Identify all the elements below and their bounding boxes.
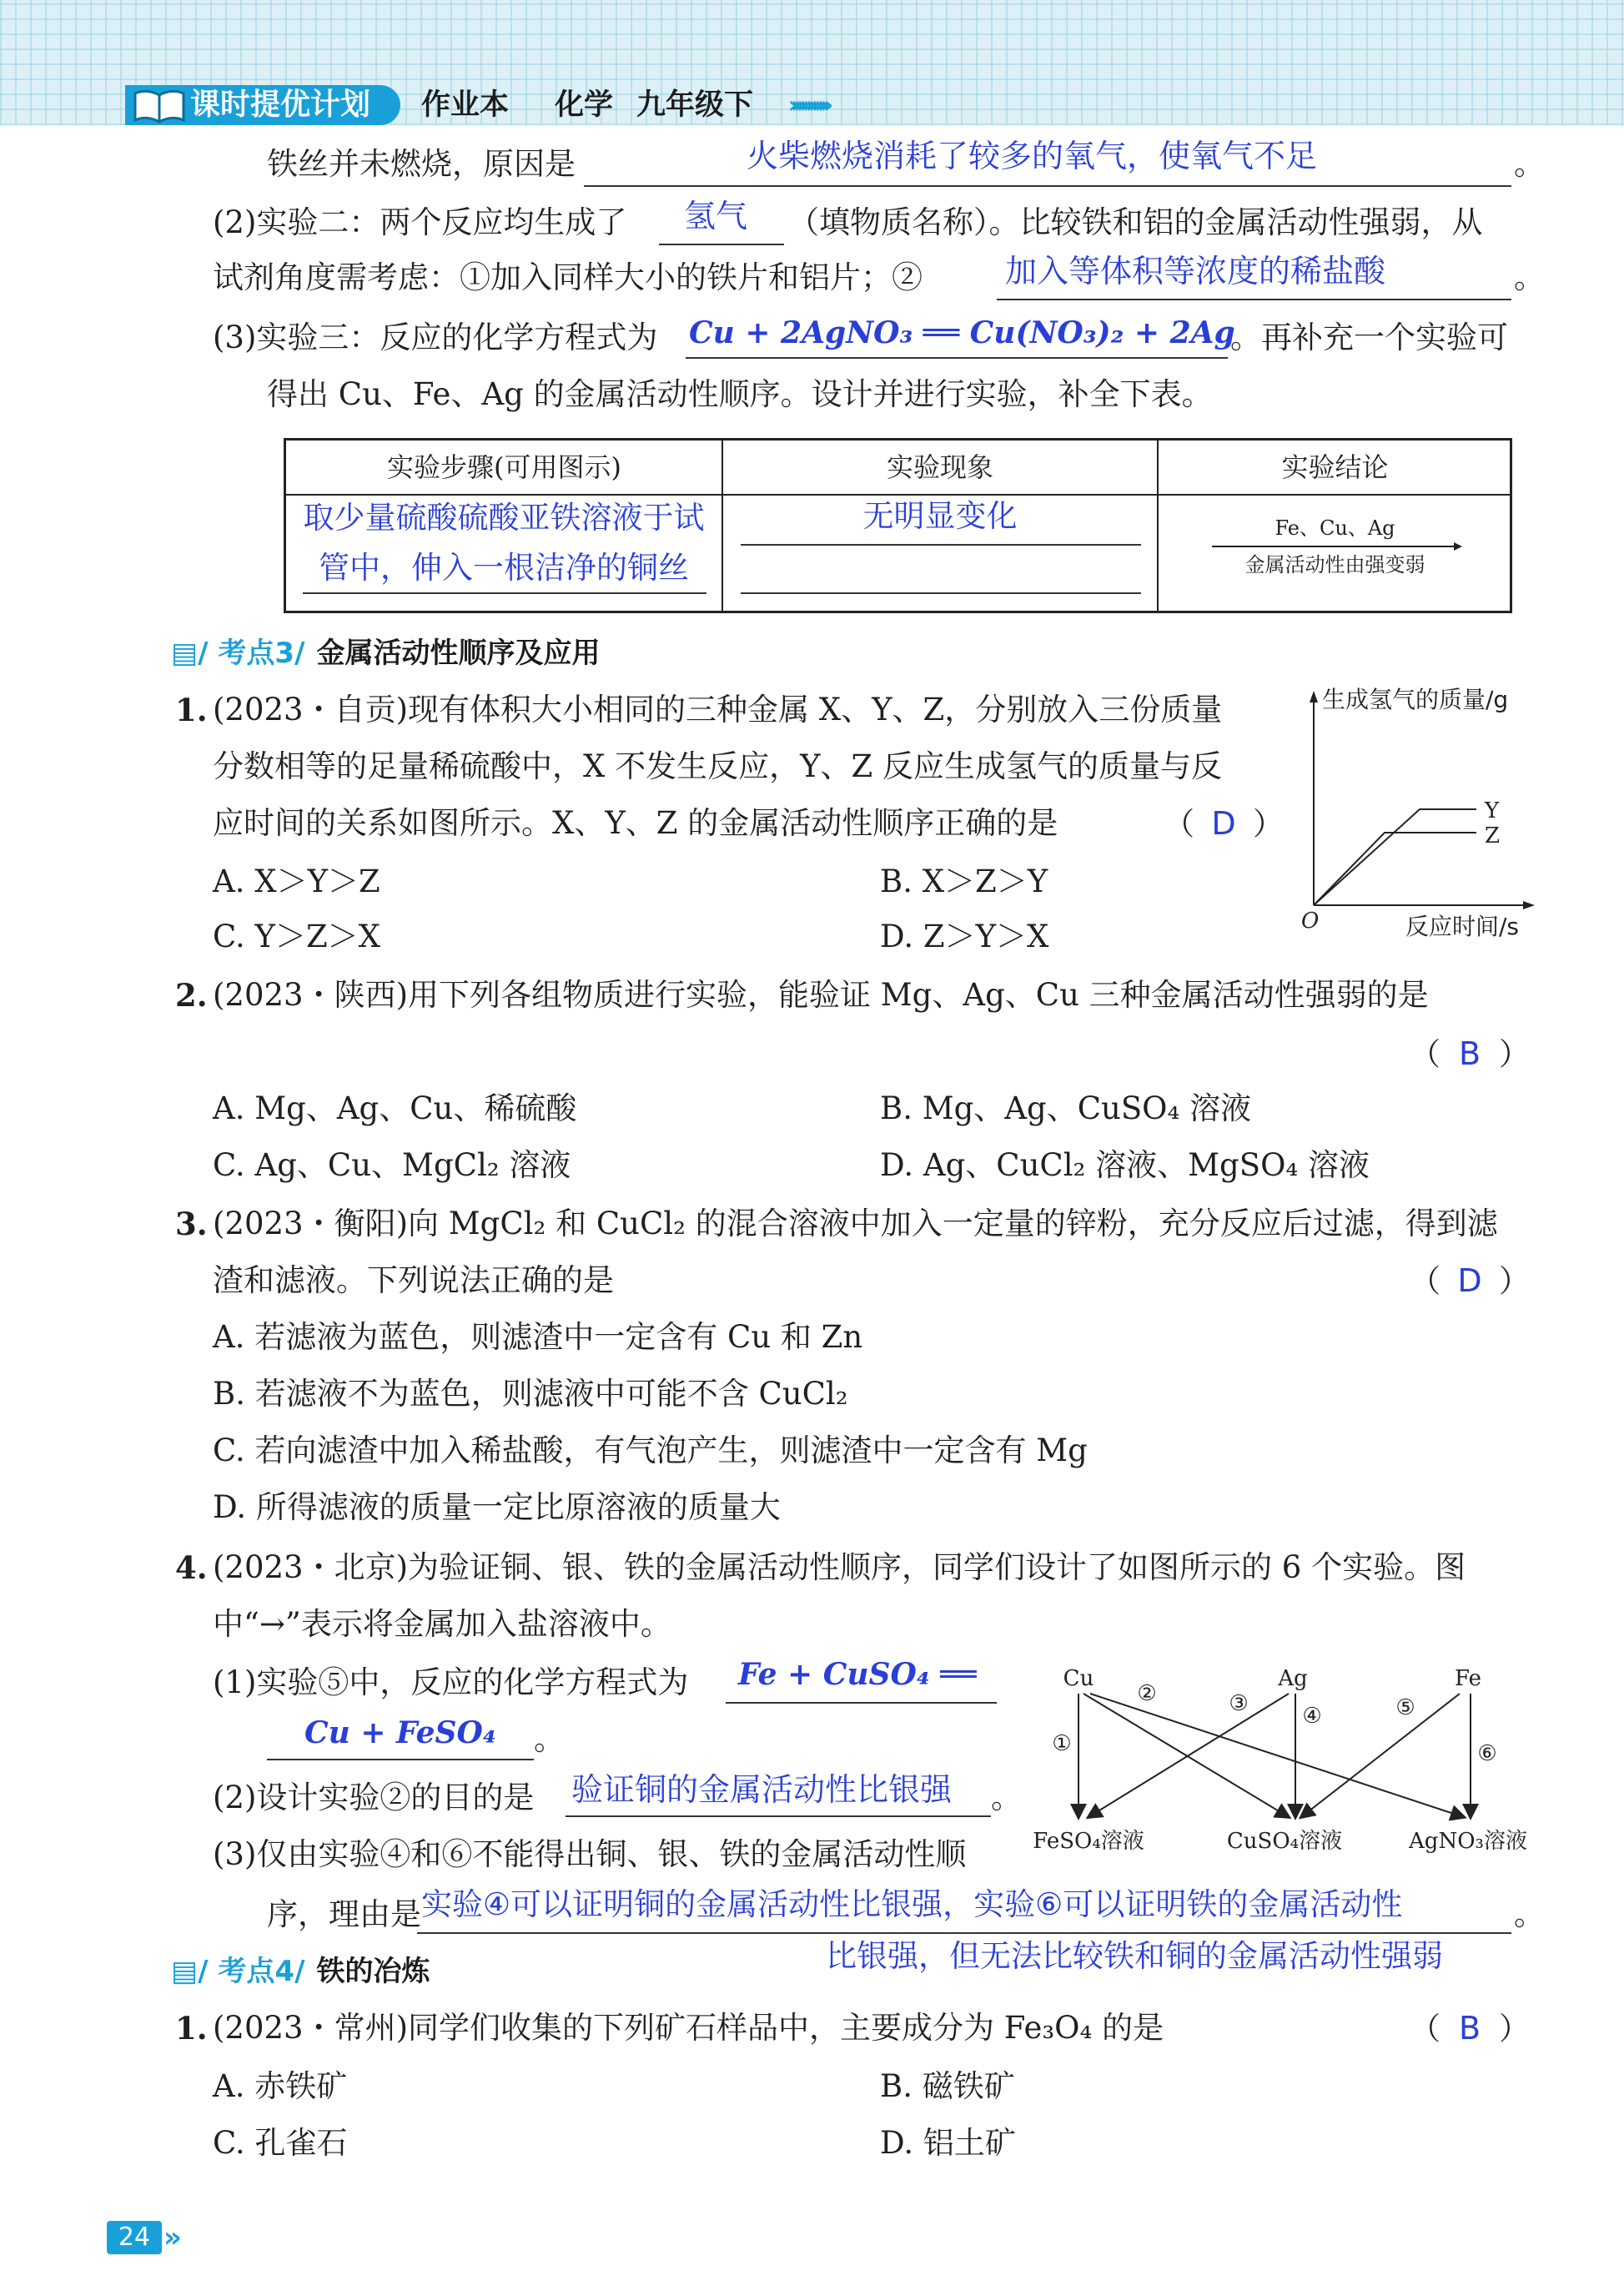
q2-option-d: D. Ag、CuCl₂ 溶液、MgSO₄ 溶液 [880,1147,1370,1183]
s4-q1-option-b: B. 磁铁矿 [880,2068,1015,2104]
s4-q1-option-a: A. 赤铁矿 [213,2068,348,2104]
subject: 化学 [555,88,614,122]
section-4-heading: ▤/ 考点4/ 铁的冶炼 [171,1955,430,1988]
label-1: ① [1052,1731,1072,1756]
curve-y [1314,809,1476,905]
curve-z-label: Z [1485,823,1501,848]
q2-answer-bracket: （ B ） [1410,1031,1530,1077]
period: 。 [1514,1896,1545,1932]
metal-cu: Cu [1063,1666,1094,1691]
answer-line [659,244,784,245]
q4-part1-text: (1)实验⑤中，反应的化学方程式为 [213,1664,689,1700]
q4-part1-answer-a: Fe + CuSO₄ ══ [738,1657,977,1692]
period: 。 [1514,146,1545,182]
exp3-equation: Cu + 2AgNO₃ ══ Cu(NO₃)₂ + 2Ag [689,315,1235,350]
table-header-phenomenon: 实验现象 [722,441,1158,496]
conclusion-order: 金属活动性由强变弱 [1244,553,1425,577]
period: 。 [991,1780,1022,1815]
graph-y-label: 生成氢气的质量/g [1322,686,1509,713]
q3-option-a: A. 若滤液为蓝色，则滤渣中一定含有 Cu 和 Zn [213,1319,863,1355]
exp1-text: 铁丝并未燃烧，原因是 [267,146,576,182]
table-phenomenon: 无明显变化 [862,498,1018,534]
curve-y-label: Y [1485,798,1500,823]
q2-option-b: B. Mg、Ag、CuSO₄ 溶液 [880,1090,1252,1126]
answer-line [997,299,1511,300]
label-3: ③ [1229,1691,1249,1716]
exp3-text-c: 得出 Cu、Fe、Ag 的金属活动性顺序。设计并进行实验，补全下表。 [267,376,1213,412]
q4-part2-text: (2)设计实验②的目的是 [213,1780,535,1815]
q3-option-b: B. 若滤液不为蓝色，则滤液中可能不含 CuCl₂ [213,1376,848,1412]
solution-feso4: FeSO₄溶液 [1033,1829,1144,1854]
label-6: ⑥ [1477,1741,1497,1766]
exp2-text-a: (2)实验二：两个反应均生成了 [213,204,627,240]
header-chevrons: ››››››››››››› [788,91,827,118]
page-chevron-icon: » [163,2221,182,2254]
q3-answer-bracket: （ D ） [1410,1258,1530,1304]
q4-part3-answer-1: 实验④可以证明铜的金属活动性比银强，实验⑥可以证明铁的金属活动性 [421,1886,1403,1922]
period: 。 [1514,259,1545,295]
experiment-table [284,438,1512,613]
q4-part2-answer: 验证铜的金属活动性比银强 [571,1771,953,1808]
q2-option-a: A. Mg、Ag、Cu、稀硫酸 [213,1090,577,1126]
exp3-text-b: 。再补充一个实验可 [1230,320,1508,355]
page-number: 24 [107,2221,162,2254]
q4-number: 4. [175,1549,208,1586]
period: 。 [534,1721,565,1757]
q2-line1: (2023・陕西)用下列各组物质进行实验，能验证 Mg、Ag、Cu 三种金属活动性强弱的是 [213,977,1429,1013]
exp1-answer: 火柴燃烧消耗了较多的氧气，使氧气不足 [747,138,1318,174]
answer-line [303,592,706,594]
conclusion-metals: Fe、Cu、Ag [1275,516,1395,540]
exp2-answer-2: 加入等体积等浓度的稀盐酸 [1005,253,1386,290]
exp2-text-c: 试剂角度需考虑：①加入同样大小的铁片和铝片；② [213,259,923,295]
label-5: ⑤ [1395,1695,1415,1720]
exp2-answer: 氢气 [684,198,748,234]
q1-line1: (2023・自贡)现有体积大小相同的三种金属 X、Y、Z，分别放入三份质量 [213,692,1223,728]
arrow-right-icon [1212,541,1462,552]
q4-part3-text: (3)仅由实验④和⑥不能得出铜、银、铁的金属活动性顺 [213,1836,967,1872]
q2-answer: B [1458,1035,1481,1072]
q4-part3-answer-2: 比银强，但无法比较铁和铜的金属活动性强弱 [826,1938,1443,1974]
q3-option-c: C. 若向滤渣中加入稀盐酸，有气泡产生，则滤渣中一定含有 Mg [213,1432,1088,1468]
answer-line [686,357,1228,359]
q2-number: 2. [175,977,208,1014]
metal-fe: Fe [1454,1666,1482,1691]
s4-q1-number: 1. [175,2010,208,2047]
graph-origin: O [1301,909,1320,934]
s4-q1-option-d: D. 铝土矿 [880,2125,1016,2161]
q1-option-b: B. X＞Z＞Y [880,864,1048,899]
brand-logo: 课时提优计划 [125,85,400,125]
metal-solution-diagram [1030,1660,1541,1860]
q4-part3-text2: 序，理由是 [267,1896,421,1932]
q3-number: 3. [175,1206,208,1242]
metal-ag: Ag [1278,1666,1308,1691]
table-header-conclusion: 实验结论 [1158,441,1512,496]
exp2-text-b: （填物质名称）。比较铁和铝的金属活动性强弱，从 [788,204,1483,240]
s4-q1-answer-bracket: （ B ） [1410,2006,1530,2052]
book-type: 作业本 [421,88,510,122]
s4-q1-line1: (2023・常州)同学们收集的下列矿石样品中，主要成分为 Fe₃O₄ 的是 [213,2010,1164,2046]
answer-line [726,1702,997,1704]
s4-q1-option-c: C. 孔雀石 [213,2125,348,2161]
exp3-text-a: (3)实验三：反应的化学方程式为 [213,320,658,355]
graph-x-label: 反应时间/s [1405,913,1520,940]
q4-line1: (2023・北京)为验证铜、银、铁的金属活动性顺序，同学们设计了如图所示的 6 个实验。图 [213,1549,1466,1585]
solution-agno3: AgNO₃溶液 [1409,1829,1527,1854]
open-book-icon [132,87,187,123]
solution-cuso4: CuSO₄溶液 [1226,1829,1343,1854]
q1-option-d: D. Z＞Y＞X [880,919,1049,954]
hydrogen-mass-graph [1276,684,1551,943]
q4-line2: 中“→”表示将金属加入盐溶液中。 [213,1606,671,1642]
answer-line [566,1815,991,1817]
q1-answer-bracket: （ D ） [1164,801,1284,847]
q1-option-c: C. Y＞Z＞X [213,919,380,954]
curve-z [1314,833,1476,905]
q1-number: 1. [175,692,208,728]
label-2: ② [1137,1681,1157,1706]
q1-answer: D [1211,805,1236,842]
answer-line [267,1759,534,1760]
label-4: ④ [1302,1704,1322,1729]
s4-q1-answer: B [1458,2010,1481,2047]
grade: 九年级下 [636,88,754,122]
q1-line3: 应时间的关系如图所示。X、Y、Z 的金属活动性顺序正确的是 [213,805,1058,841]
q1-line2: 分数相等的足量稀硫酸中，X 不发生反应，Y、Z 反应生成氢气的质量与反 [213,748,1222,784]
q3-line1: (2023・衡阳)向 MgCl₂ 和 CuCl₂ 的混合溶液中加入一定量的锌粉，充分反应后过滤，得到滤 [213,1206,1498,1241]
q2-option-c: C. Ag、Cu、MgCl₂ 溶液 [213,1147,571,1183]
q4-part1-answer-b: Cu + FeSO₄ [304,1715,496,1750]
section-3-heading: ▤/ 考点3/ 金属活动性顺序及应用 [171,637,601,670]
answer-line [741,544,1141,546]
table-step-line1: 取少量硫酸硫酸亚铁溶液于试 [303,500,705,536]
answer-line [584,185,1511,187]
q3-option-d: D. 所得滤液的质量一定比原溶液的质量大 [213,1489,781,1525]
q1-option-a: A. X＞Y＞Z [213,864,380,899]
q3-line2: 渣和滤液。下列说法正确的是 [213,1262,614,1298]
table-header-steps: 实验步骤(可用图示) [286,441,722,496]
answer-line [741,592,1141,594]
table-step-line2: 管中，伸入一根洁净的铜丝 [319,550,689,586]
q3-answer: D [1457,1262,1482,1299]
